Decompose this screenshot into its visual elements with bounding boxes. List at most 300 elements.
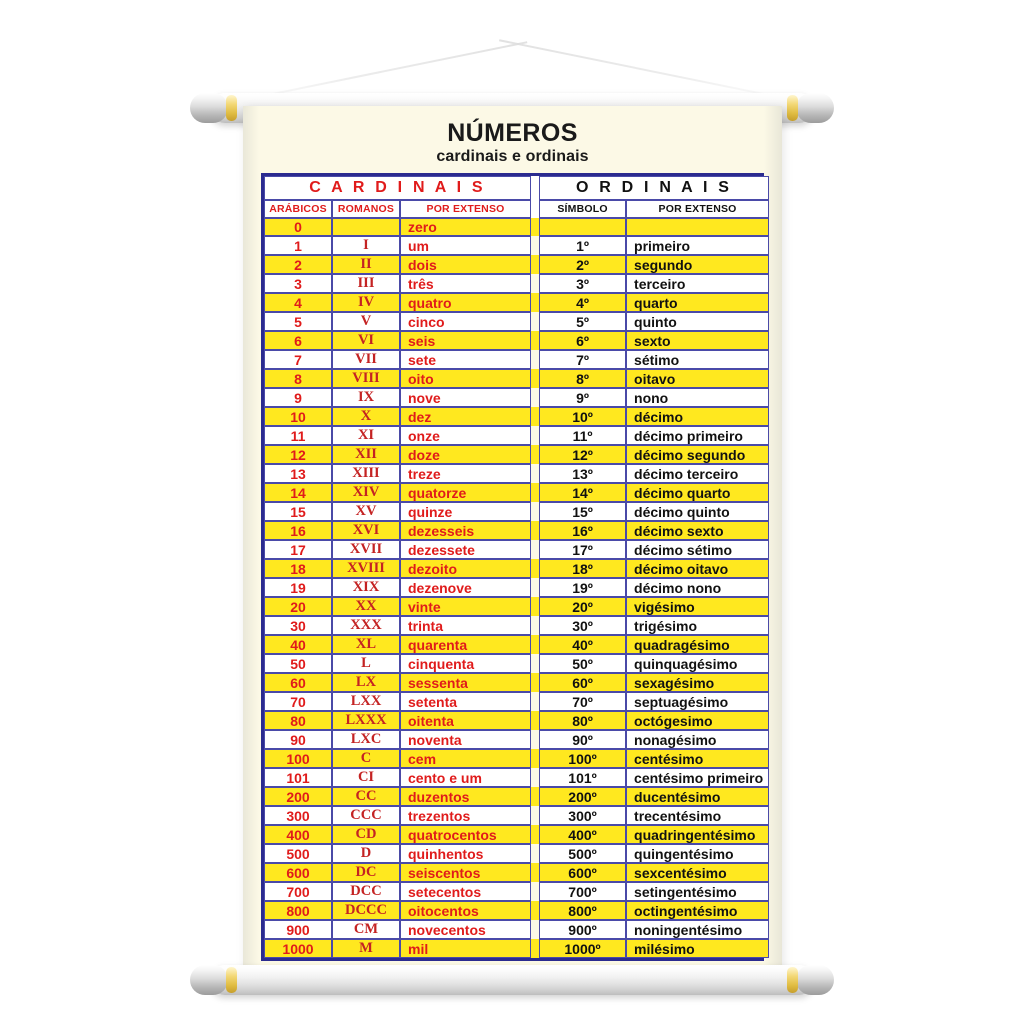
- cell-simbolo: 80º: [539, 711, 626, 730]
- table-row: [264, 730, 769, 749]
- row-gutter: [531, 825, 539, 844]
- cell-ordinal: centésimo: [626, 749, 769, 768]
- cell-cardinal: quinhentos: [400, 844, 531, 863]
- cell-ordinal: décimo segundo: [626, 445, 769, 464]
- cell-cardinal: dezessete: [400, 540, 531, 559]
- row-gutter: [531, 749, 539, 768]
- table-row: [264, 274, 769, 293]
- row-gutter: [531, 236, 539, 255]
- cell-arabico: 900: [264, 920, 332, 939]
- cell-romano: X: [332, 407, 400, 426]
- table-row: [264, 483, 769, 502]
- table-row: [264, 426, 769, 445]
- table-row: [264, 901, 769, 920]
- table-row: [264, 293, 769, 312]
- cell-simbolo: 19º: [539, 578, 626, 597]
- group-header-cardinais: C A R D I N A I S: [264, 176, 531, 200]
- row-gutter: [531, 616, 539, 635]
- cell-ordinal: ducentésimo: [626, 787, 769, 806]
- cell-romano: XVI: [332, 521, 400, 540]
- cell-cardinal: quarenta: [400, 635, 531, 654]
- table-row: [264, 863, 769, 882]
- row-gutter: [531, 521, 539, 540]
- cell-romano: V: [332, 312, 400, 331]
- cell-simbolo: 500º: [539, 844, 626, 863]
- cell-cardinal: quinze: [400, 502, 531, 521]
- cell-ordinal: vigésimo: [626, 597, 769, 616]
- cell-ordinal: sétimo: [626, 350, 769, 369]
- cell-ordinal: trigésimo: [626, 616, 769, 635]
- row-gutter: [531, 331, 539, 350]
- cell-ordinal: décimo quinto: [626, 502, 769, 521]
- cell-arabico: 12: [264, 445, 332, 464]
- banner-sheet: [243, 106, 782, 972]
- table-row: [264, 502, 769, 521]
- cell-simbolo: 200º: [539, 787, 626, 806]
- cell-simbolo: 600º: [539, 863, 626, 882]
- cell-simbolo: 15º: [539, 502, 626, 521]
- cell-cardinal: dezesseis: [400, 521, 531, 540]
- table-row: [264, 445, 769, 464]
- cell-ordinal: oitavo: [626, 369, 769, 388]
- cell-simbolo: 5º: [539, 312, 626, 331]
- cell-cardinal: doze: [400, 445, 531, 464]
- cell-romano: D: [332, 844, 400, 863]
- cell-romano: LX: [332, 673, 400, 692]
- cell-simbolo: 4º: [539, 293, 626, 312]
- row-gutter: [531, 540, 539, 559]
- cell-ordinal: décimo primeiro: [626, 426, 769, 445]
- cell-arabico: 101: [264, 768, 332, 787]
- cell-romano: LXXX: [332, 711, 400, 730]
- cell-cardinal: quatorze: [400, 483, 531, 502]
- cell-romano: VI: [332, 331, 400, 350]
- rod-finial-top-left: [190, 93, 228, 123]
- cell-cardinal: setecentos: [400, 882, 531, 901]
- cell-arabico: 11: [264, 426, 332, 445]
- cell-simbolo: 7º: [539, 350, 626, 369]
- cell-simbolo: 50º: [539, 654, 626, 673]
- row-gutter: [531, 597, 539, 616]
- row-gutter: [531, 768, 539, 787]
- row-gutter: [531, 711, 539, 730]
- cell-arabico: 50: [264, 654, 332, 673]
- table-row: [264, 218, 769, 236]
- cell-romano: DC: [332, 863, 400, 882]
- cell-simbolo: 900º: [539, 920, 626, 939]
- cell-ordinal: centésimo primeiro: [626, 768, 769, 787]
- table-body: [264, 218, 769, 958]
- cell-arabico: 0: [264, 218, 332, 236]
- cell-simbolo: 70º: [539, 692, 626, 711]
- table-row: [264, 388, 769, 407]
- row-gutter: [531, 901, 539, 920]
- row-gutter: [531, 312, 539, 331]
- cell-cardinal: sessenta: [400, 673, 531, 692]
- cell-arabico: 40: [264, 635, 332, 654]
- table-row: [264, 464, 769, 483]
- cell-simbolo: 100º: [539, 749, 626, 768]
- cell-arabico: 100: [264, 749, 332, 768]
- cell-simbolo: 9º: [539, 388, 626, 407]
- cell-simbolo: 1000º: [539, 939, 626, 958]
- cell-cardinal: oito: [400, 369, 531, 388]
- rod-gold-accent-top-left: [226, 95, 237, 121]
- page-title: NÚMEROS: [447, 119, 578, 147]
- group-header-ordinais: O R D I N A I S: [539, 176, 769, 200]
- numbers-table: [264, 176, 769, 958]
- cell-romano: L: [332, 654, 400, 673]
- cell-romano: CD: [332, 825, 400, 844]
- cell-simbolo: 18º: [539, 559, 626, 578]
- column-gutter: [531, 200, 539, 218]
- row-gutter: [531, 863, 539, 882]
- cell-simbolo: [539, 218, 626, 236]
- row-gutter: [531, 274, 539, 293]
- cell-romano: DCCC: [332, 901, 400, 920]
- page-subtitle: cardinais e ordinais: [436, 148, 589, 166]
- cell-romano: CC: [332, 787, 400, 806]
- cell-arabico: 2: [264, 255, 332, 274]
- table-row: [264, 806, 769, 825]
- cell-cardinal: três: [400, 274, 531, 293]
- cell-simbolo: 8º: [539, 369, 626, 388]
- row-gutter: [531, 920, 539, 939]
- cell-cardinal: zero: [400, 218, 531, 236]
- row-gutter: [531, 654, 539, 673]
- cell-romano: XXX: [332, 616, 400, 635]
- table-row: [264, 578, 769, 597]
- cell-romano: CCC: [332, 806, 400, 825]
- cell-romano: XX: [332, 597, 400, 616]
- cell-cardinal: trinta: [400, 616, 531, 635]
- table-row: [264, 616, 769, 635]
- cell-simbolo: 700º: [539, 882, 626, 901]
- cell-ordinal: primeiro: [626, 236, 769, 255]
- cell-romano: III: [332, 274, 400, 293]
- cell-ordinal: décimo: [626, 407, 769, 426]
- row-gutter: [531, 502, 539, 521]
- rod-gold-accent-bottom-left: [226, 967, 237, 993]
- table-row: [264, 521, 769, 540]
- cell-romano: XL: [332, 635, 400, 654]
- cell-simbolo: 800º: [539, 901, 626, 920]
- cell-ordinal: sexto: [626, 331, 769, 350]
- cell-cardinal: setenta: [400, 692, 531, 711]
- cell-simbolo: 400º: [539, 825, 626, 844]
- cell-cardinal: dezenove: [400, 578, 531, 597]
- cell-arabico: 10: [264, 407, 332, 426]
- row-gutter: [531, 218, 539, 236]
- cell-cardinal: novecentos: [400, 920, 531, 939]
- cell-simbolo: 13º: [539, 464, 626, 483]
- cell-arabico: 80: [264, 711, 332, 730]
- cell-simbolo: 1º: [539, 236, 626, 255]
- cell-simbolo: 11º: [539, 426, 626, 445]
- cell-simbolo: 90º: [539, 730, 626, 749]
- numbers-table-frame: [261, 173, 764, 961]
- cell-cardinal: oitocentos: [400, 901, 531, 920]
- cell-ordinal: septuagésimo: [626, 692, 769, 711]
- cell-arabico: 14: [264, 483, 332, 502]
- cell-romano: I: [332, 236, 400, 255]
- cell-simbolo: 60º: [539, 673, 626, 692]
- table-row: [264, 692, 769, 711]
- cell-arabico: 15: [264, 502, 332, 521]
- cell-simbolo: 300º: [539, 806, 626, 825]
- cell-simbolo: 17º: [539, 540, 626, 559]
- row-gutter: [531, 293, 539, 312]
- cell-simbolo: 16º: [539, 521, 626, 540]
- cell-arabico: 1: [264, 236, 332, 255]
- cell-cardinal: dez: [400, 407, 531, 426]
- hanging-cord-right: [499, 39, 793, 101]
- cell-romano: C: [332, 749, 400, 768]
- table-row: [264, 559, 769, 578]
- row-gutter: [531, 939, 539, 958]
- cell-arabico: 4: [264, 293, 332, 312]
- cell-ordinal: setingentésimo: [626, 882, 769, 901]
- cell-cardinal: nove: [400, 388, 531, 407]
- row-gutter: [531, 635, 539, 654]
- cell-ordinal: quingentésimo: [626, 844, 769, 863]
- table-row: [264, 331, 769, 350]
- table-row: [264, 673, 769, 692]
- cell-cardinal: vinte: [400, 597, 531, 616]
- table-row: [264, 597, 769, 616]
- cell-ordinal: sexcentésimo: [626, 863, 769, 882]
- cell-simbolo: 20º: [539, 597, 626, 616]
- row-gutter: [531, 844, 539, 863]
- cell-ordinal: décimo nono: [626, 578, 769, 597]
- table-row: [264, 236, 769, 255]
- cell-ordinal: quarto: [626, 293, 769, 312]
- table-row: [264, 768, 769, 787]
- table-row: [264, 312, 769, 331]
- cell-ordinal: quinto: [626, 312, 769, 331]
- cell-arabico: 1000: [264, 939, 332, 958]
- row-gutter: [531, 255, 539, 274]
- cell-romano: IX: [332, 388, 400, 407]
- cell-romano: LXX: [332, 692, 400, 711]
- cell-arabico: 300: [264, 806, 332, 825]
- cell-romano: XI: [332, 426, 400, 445]
- cell-ordinal: décimo sétimo: [626, 540, 769, 559]
- table-row: [264, 711, 769, 730]
- cell-simbolo: 6º: [539, 331, 626, 350]
- table-row: [264, 939, 769, 958]
- column-header-ordinal-extenso: POR EXTENSO: [626, 200, 769, 218]
- cell-simbolo: 14º: [539, 483, 626, 502]
- cell-cardinal: duzentos: [400, 787, 531, 806]
- cell-cardinal: seis: [400, 331, 531, 350]
- cell-romano: LXC: [332, 730, 400, 749]
- table-row: [264, 540, 769, 559]
- cell-ordinal: nono: [626, 388, 769, 407]
- cell-cardinal: dezoito: [400, 559, 531, 578]
- cell-cardinal: mil: [400, 939, 531, 958]
- rod-finial-top-right: [796, 93, 834, 123]
- column-header-row: [264, 200, 769, 218]
- cell-romano: II: [332, 255, 400, 274]
- table-row: [264, 787, 769, 806]
- row-gutter: [531, 464, 539, 483]
- cell-romano: CM: [332, 920, 400, 939]
- cell-romano: XIX: [332, 578, 400, 597]
- rod-finial-bottom-left: [190, 965, 228, 995]
- cell-arabico: 6: [264, 331, 332, 350]
- cell-romano: [332, 218, 400, 236]
- cell-arabico: 600: [264, 863, 332, 882]
- cell-ordinal: quadragésimo: [626, 635, 769, 654]
- table-row: [264, 407, 769, 426]
- column-header-romanos: ROMANOS: [332, 200, 400, 218]
- table-row: [264, 844, 769, 863]
- cell-arabico: 90: [264, 730, 332, 749]
- cell-cardinal: cem: [400, 749, 531, 768]
- column-header-arabicos: ARÁBICOS: [264, 200, 332, 218]
- cell-cardinal: quatrocentos: [400, 825, 531, 844]
- cell-arabico: 700: [264, 882, 332, 901]
- cell-romano: XVII: [332, 540, 400, 559]
- row-gutter: [531, 388, 539, 407]
- table-row: [264, 654, 769, 673]
- table-row: [264, 369, 769, 388]
- row-gutter: [531, 578, 539, 597]
- cell-simbolo: 10º: [539, 407, 626, 426]
- row-gutter: [531, 407, 539, 426]
- cell-ordinal: décimo sexto: [626, 521, 769, 540]
- cell-ordinal: trecentésimo: [626, 806, 769, 825]
- cell-arabico: 5: [264, 312, 332, 331]
- cell-cardinal: um: [400, 236, 531, 255]
- cell-romano: XII: [332, 445, 400, 464]
- cell-arabico: 17: [264, 540, 332, 559]
- rod-gold-accent-bottom-right: [787, 967, 798, 993]
- cell-arabico: 70: [264, 692, 332, 711]
- row-gutter: [531, 692, 539, 711]
- cell-arabico: 8: [264, 369, 332, 388]
- cell-romano: XIV: [332, 483, 400, 502]
- cell-arabico: 3: [264, 274, 332, 293]
- cell-simbolo: 40º: [539, 635, 626, 654]
- rod-finial-bottom-right: [796, 965, 834, 995]
- row-gutter: [531, 787, 539, 806]
- row-gutter: [531, 559, 539, 578]
- cell-cardinal: treze: [400, 464, 531, 483]
- row-gutter: [531, 673, 539, 692]
- group-header-row: [264, 176, 769, 200]
- row-gutter: [531, 426, 539, 445]
- table-row: [264, 825, 769, 844]
- table-row: [264, 635, 769, 654]
- cell-arabico: 400: [264, 825, 332, 844]
- cell-romano: CI: [332, 768, 400, 787]
- cell-arabico: 500: [264, 844, 332, 863]
- cell-simbolo: 2º: [539, 255, 626, 274]
- cell-simbolo: 101º: [539, 768, 626, 787]
- cell-cardinal: trezentos: [400, 806, 531, 825]
- banner-rod-bottom: [210, 965, 814, 995]
- cell-romano: IV: [332, 293, 400, 312]
- cell-romano: XVIII: [332, 559, 400, 578]
- title-block: [243, 120, 782, 166]
- row-gutter: [531, 445, 539, 464]
- table-row: [264, 255, 769, 274]
- cell-ordinal: milésimo: [626, 939, 769, 958]
- cell-romano: DCC: [332, 882, 400, 901]
- cell-ordinal: nonagésimo: [626, 730, 769, 749]
- cell-cardinal: cinquenta: [400, 654, 531, 673]
- cell-romano: M: [332, 939, 400, 958]
- cell-ordinal: décimo oitavo: [626, 559, 769, 578]
- cell-ordinal: noningentésimo: [626, 920, 769, 939]
- cell-romano: XIII: [332, 464, 400, 483]
- column-header-simbolo: SÍMBOLO: [539, 200, 626, 218]
- cell-arabico: 13: [264, 464, 332, 483]
- cell-ordinal: quinquagésimo: [626, 654, 769, 673]
- cell-arabico: 7: [264, 350, 332, 369]
- cell-ordinal: octingentésimo: [626, 901, 769, 920]
- cell-ordinal: sexagésimo: [626, 673, 769, 692]
- cell-romano: VII: [332, 350, 400, 369]
- table-row: [264, 882, 769, 901]
- cell-ordinal: décimo terceiro: [626, 464, 769, 483]
- cell-cardinal: sete: [400, 350, 531, 369]
- cell-simbolo: 3º: [539, 274, 626, 293]
- cell-cardinal: seiscentos: [400, 863, 531, 882]
- table-row: [264, 350, 769, 369]
- cell-cardinal: dois: [400, 255, 531, 274]
- cell-cardinal: cento e um: [400, 768, 531, 787]
- cell-arabico: 20: [264, 597, 332, 616]
- cell-ordinal: quadringentésimo: [626, 825, 769, 844]
- cell-arabico: 800: [264, 901, 332, 920]
- cell-cardinal: oitenta: [400, 711, 531, 730]
- cell-cardinal: cinco: [400, 312, 531, 331]
- cell-simbolo: 12º: [539, 445, 626, 464]
- row-gutter: [531, 369, 539, 388]
- row-gutter: [531, 483, 539, 502]
- cell-cardinal: onze: [400, 426, 531, 445]
- column-header-cardinal-extenso: POR EXTENSO: [400, 200, 531, 218]
- cell-arabico: 60: [264, 673, 332, 692]
- table-row: [264, 749, 769, 768]
- table-row: [264, 920, 769, 939]
- cell-ordinal: terceiro: [626, 274, 769, 293]
- cell-arabico: 16: [264, 521, 332, 540]
- cell-ordinal: segundo: [626, 255, 769, 274]
- cell-cardinal: noventa: [400, 730, 531, 749]
- cell-romano: VIII: [332, 369, 400, 388]
- cell-ordinal: décimo quarto: [626, 483, 769, 502]
- rod-gold-accent-top-right: [787, 95, 798, 121]
- cell-arabico: 19: [264, 578, 332, 597]
- cell-ordinal: octógesimo: [626, 711, 769, 730]
- row-gutter: [531, 350, 539, 369]
- row-gutter: [531, 882, 539, 901]
- cell-arabico: 18: [264, 559, 332, 578]
- cell-cardinal: quatro: [400, 293, 531, 312]
- cell-arabico: 9: [264, 388, 332, 407]
- cell-arabico: 30: [264, 616, 332, 635]
- cell-romano: XV: [332, 502, 400, 521]
- row-gutter: [531, 806, 539, 825]
- cell-ordinal: [626, 218, 769, 236]
- table-head: [264, 176, 769, 218]
- row-gutter: [531, 730, 539, 749]
- cell-arabico: 200: [264, 787, 332, 806]
